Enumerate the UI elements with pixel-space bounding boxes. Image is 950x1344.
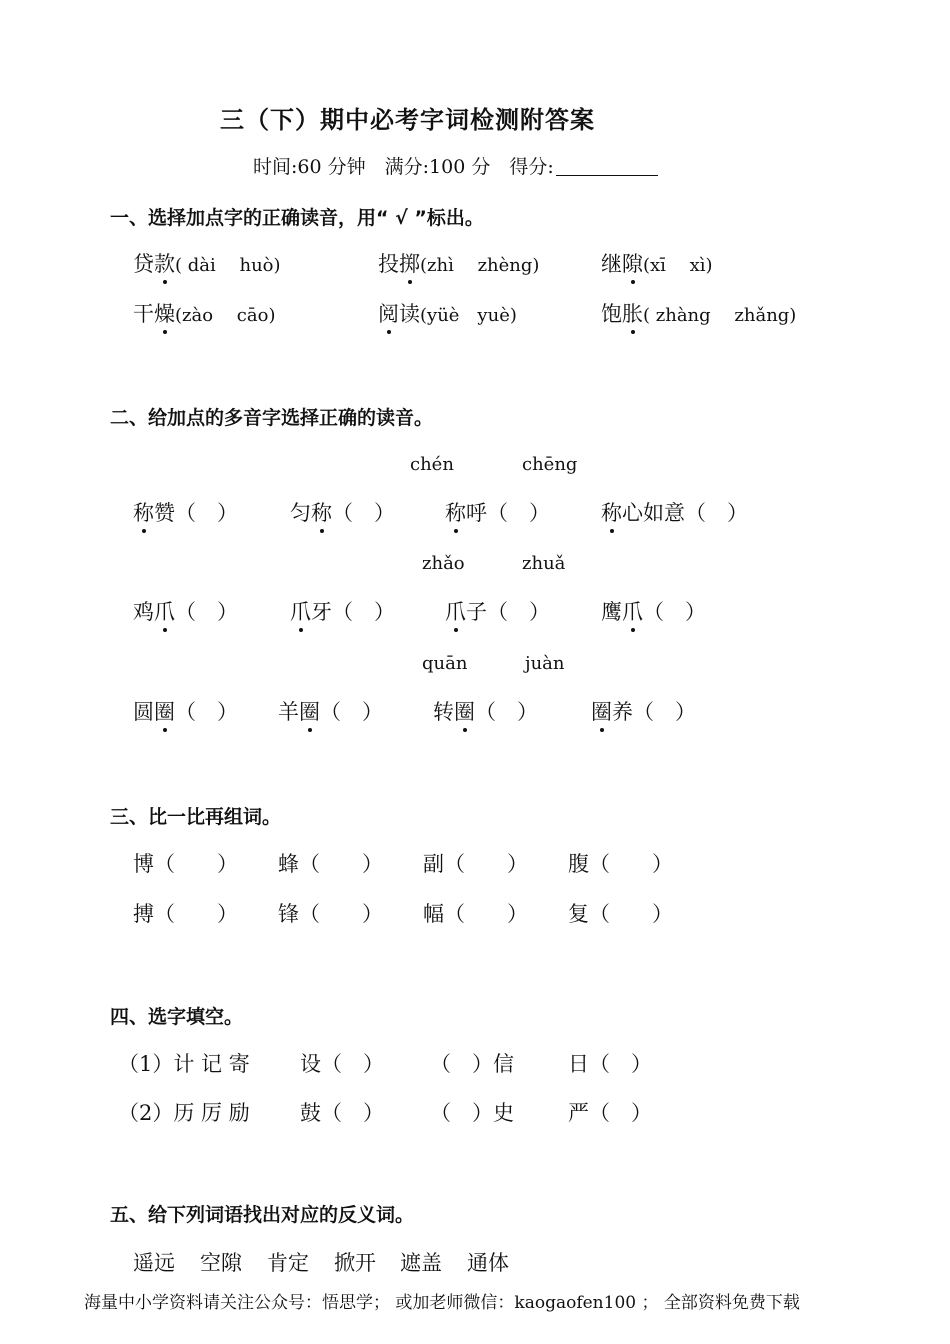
antonym-word: 肯定 bbox=[267, 1251, 309, 1275]
item-yuncheng[interactable]: 匀称（ ） bbox=[290, 497, 395, 527]
item-yingzhua[interactable]: 鹰爪（ ） bbox=[601, 596, 706, 626]
item-juanyang[interactable]: 圈养（ ） bbox=[591, 696, 696, 726]
item-zhaoya[interactable]: 爪牙（ ） bbox=[290, 596, 395, 626]
pinyin-options[interactable]: (yüè yuè) bbox=[420, 305, 517, 326]
score-blank[interactable] bbox=[556, 157, 658, 176]
item-jixi: 继隙(xī xì) bbox=[601, 248, 713, 278]
item-chengzan[interactable]: 称赞（ ） bbox=[133, 497, 238, 527]
item-baozhang: 饱胀( zhàng zhǎng) bbox=[601, 298, 796, 328]
page-title: 三（下）期中必考字词检测附答案 bbox=[220, 105, 595, 134]
subtitle bbox=[253, 152, 658, 179]
fill-label: （2）历 厉 励 bbox=[118, 1101, 250, 1125]
antonym-word: 通体 bbox=[467, 1251, 509, 1275]
dotted-char: 隙 bbox=[622, 248, 643, 278]
full-score-label: 满分:100 分 bbox=[384, 156, 491, 178]
item-ganzao: 干燥(zào cāo) bbox=[133, 298, 275, 328]
compare-item[interactable]: 博（ ） bbox=[133, 852, 238, 876]
item-yangjuan[interactable]: 羊圈（ ） bbox=[278, 696, 383, 726]
fill-blank[interactable]: （ ）信 bbox=[430, 1052, 514, 1076]
dotted-char: 胀 bbox=[622, 298, 643, 328]
compare-item[interactable]: 幅（ ） bbox=[423, 902, 528, 926]
fill-blank[interactable]: 设（ ） bbox=[300, 1052, 384, 1076]
pinyin-zhua: zhuǎ bbox=[522, 553, 566, 574]
pinyin-options[interactable]: ( dài huò) bbox=[175, 255, 281, 276]
compare-item[interactable]: 蜂（ ） bbox=[278, 852, 383, 876]
fill-blank[interactable]: 日（ ） bbox=[568, 1052, 652, 1076]
section-2-heading: 二、给加点的多音字选择正确的读音。 bbox=[110, 407, 434, 429]
pinyin-juan: juàn bbox=[525, 653, 565, 674]
score-label: 得分: bbox=[509, 156, 554, 178]
dotted-char: 阅 bbox=[378, 298, 399, 328]
pinyin-options[interactable]: (zhì zhèng) bbox=[420, 255, 540, 276]
item-zhuanquan[interactable]: 转圈（ ） bbox=[433, 696, 538, 726]
compare-item[interactable]: 锋（ ） bbox=[278, 902, 383, 926]
antonym-word: 掀开 bbox=[334, 1251, 376, 1275]
item-jizhua[interactable]: 鸡爪（ ） bbox=[133, 596, 238, 626]
pinyin-quan: quān bbox=[422, 653, 468, 674]
item-daikuan: 贷款( dài huò) bbox=[133, 248, 281, 278]
section-5-heading: 五、给下列词语找出对应的反义词。 bbox=[110, 1204, 415, 1226]
item-chenxinruyi[interactable]: 称心如意（ ） bbox=[601, 497, 748, 527]
pinyin-options[interactable]: (zào cāo) bbox=[175, 305, 276, 326]
compare-item[interactable]: 搏（ ） bbox=[133, 902, 238, 926]
pinyin-zhao: zhǎo bbox=[422, 553, 465, 574]
dotted-char: 燥 bbox=[154, 298, 175, 328]
item-touzhi: 投掷(zhì zhèng) bbox=[378, 248, 539, 278]
pinyin-cheng: chēng bbox=[522, 454, 578, 475]
section-4-heading: 四、选字填空。 bbox=[110, 1006, 244, 1028]
compare-item[interactable]: 复（ ） bbox=[568, 902, 673, 926]
fill-blank[interactable]: （ ）史 bbox=[430, 1101, 514, 1125]
dotted-char: 掷 bbox=[399, 248, 420, 278]
fill-label: （1）计 记 寄 bbox=[118, 1052, 250, 1076]
dotted-char: 款 bbox=[154, 248, 175, 278]
pinyin-chen: chén bbox=[410, 454, 454, 475]
time-label: 时间:60 分钟 bbox=[253, 156, 366, 178]
section-1-heading: 一、选择加点字的正确读音，用“ √ ”标出。 bbox=[110, 207, 484, 229]
item-yuedu: 阅读(yüè yuè) bbox=[378, 298, 517, 328]
compare-item[interactable]: 副（ ） bbox=[423, 852, 528, 876]
pinyin-options[interactable]: (xī xì) bbox=[643, 255, 713, 276]
fill-blank[interactable]: 鼓（ ） bbox=[300, 1101, 384, 1125]
fill-blank[interactable]: 严（ ） bbox=[568, 1101, 652, 1125]
compare-item[interactable]: 腹（ ） bbox=[568, 852, 673, 876]
item-chenghu[interactable]: 称呼（ ） bbox=[445, 497, 550, 527]
section-3-heading: 三、比一比再组词。 bbox=[110, 806, 282, 828]
item-yuanquan[interactable]: 圆圈（ ） bbox=[133, 696, 238, 726]
antonym-word: 空隙 bbox=[200, 1251, 242, 1275]
footer-notice: 海量中小学资料请关注公众号：悟思学； 或加老师微信：kaogaofen100 ； 全部资料免费下载 bbox=[84, 1293, 800, 1313]
antonym-word: 遮盖 bbox=[400, 1251, 442, 1275]
antonym-word: 遥远 bbox=[133, 1251, 175, 1275]
pinyin-options[interactable]: ( zhàng zhǎng) bbox=[643, 305, 797, 326]
item-zhuazi[interactable]: 爪子（ ） bbox=[445, 596, 550, 626]
